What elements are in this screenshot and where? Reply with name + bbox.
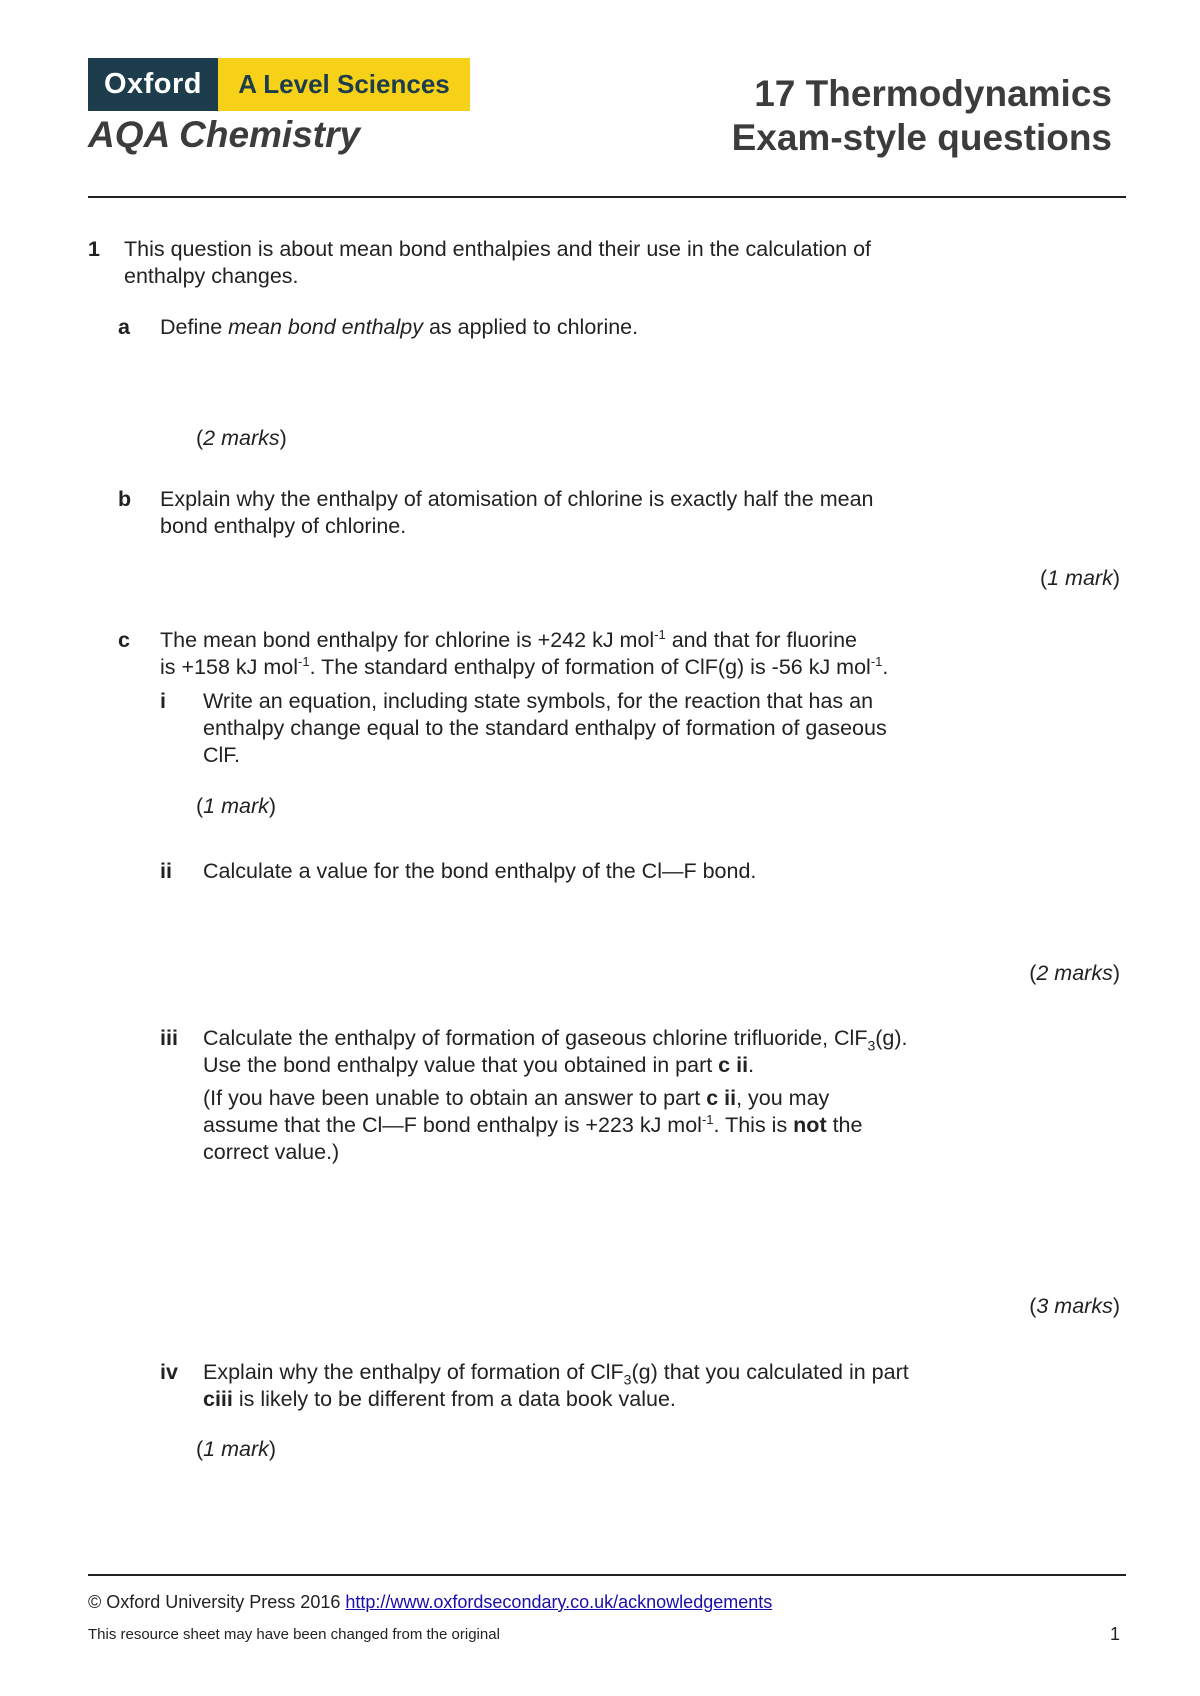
part-c-text-segment: is +158 kJ mol: [160, 655, 299, 679]
part-reference: ciii: [203, 1387, 233, 1411]
superscript: -1: [654, 626, 666, 642]
part-c-iv-marks: (1 mark): [196, 1437, 277, 1461]
part-c-ii-marks-value: 2 marks: [1036, 961, 1113, 985]
part-c-iii-text-line: [203, 1085, 908, 1112]
part-c-iii-text: [203, 1025, 908, 1166]
part-c-i-marks: (1 mark): [196, 794, 277, 818]
part-c-iii-text-line: [203, 1052, 908, 1079]
part-c-iii-text-segment: . This is: [713, 1113, 794, 1137]
question-stem-line: enthalpy changes.: [124, 264, 299, 288]
part-c-label: c: [118, 628, 130, 652]
header-divider: [88, 196, 1126, 198]
part-c-i-label: i: [160, 689, 166, 713]
part-a-text: [160, 314, 638, 341]
part-c-ii-label: ii: [160, 859, 172, 883]
question-stem: [124, 236, 871, 290]
part-c-iii-text-segment: Use the bond enthalpy value that you obtained in part: [203, 1053, 719, 1077]
part-c-iii-text-line: [203, 1112, 908, 1139]
part-b-text-line: bond enthalpy of chlorine.: [160, 514, 407, 538]
subject-title: AQA Chemistry: [88, 114, 361, 155]
part-c-iii-text-line: [203, 1025, 908, 1052]
part-c-iii-text-segment: .: [748, 1053, 755, 1077]
part-c-ii-marks: (2 marks): [1029, 961, 1120, 985]
part-c-iii-text-line: correct value.): [203, 1140, 340, 1164]
footer-divider: [88, 1574, 1126, 1576]
part-c-iii-text-segment: Calculate the enthalpy of formation of gaseous chlorine trifluoride, ClF: [203, 1026, 868, 1050]
question-stem-line: This question is about mean bond enthalpies and their use in the calculation of: [124, 237, 872, 261]
part-c-i-text-line: enthalpy change equal to the standard enthalpy of formation of gaseous: [203, 716, 887, 740]
part-c-iii-label: iii: [160, 1026, 178, 1050]
part-c-iii-text-segment: (g).: [875, 1026, 908, 1050]
part-a-marks: (2 marks): [196, 426, 287, 450]
part-c-iv-text-line: [203, 1359, 909, 1386]
part-b-label: b: [118, 487, 132, 511]
part-c-iii-text-segment: assume that the Cl—F bond enthalpy is +223 kJ mol: [203, 1113, 702, 1137]
part-reference: c ii: [706, 1086, 737, 1110]
superscript: -1: [298, 653, 310, 669]
subscript: 3: [867, 1037, 876, 1054]
part-c-i-text-line: ClF.: [203, 743, 241, 767]
part-c-text-segment: .: [882, 655, 889, 679]
part-c-iii-marks: (3 marks): [1029, 1294, 1120, 1318]
page-number: 1: [1109, 1624, 1120, 1644]
part-a-marks-value: 2 marks: [203, 426, 280, 450]
part-c-text: [160, 627, 888, 681]
question-number: 1: [88, 237, 100, 261]
part-c-text-segment: and that for fluorine: [665, 628, 857, 652]
chapter-subtitle: Exam-style questions: [731, 117, 1112, 158]
part-c-text-line: [160, 654, 888, 681]
brand-a-level-sciences-logo: A Level Sciences: [218, 58, 470, 111]
part-c-i-marks-value: 1 mark: [203, 794, 269, 818]
brand-oxford-logo: Oxford: [88, 58, 218, 111]
part-b-text-line: Explain why the enthalpy of atomisation of chlorine is exactly half the mean: [160, 487, 874, 511]
footer-copyright: [88, 1592, 772, 1613]
part-c-i-text-line: Write an equation, including state symbols, for the reaction that has an: [203, 689, 874, 713]
part-c-iv-text-segment: (g) that you calculated in part: [631, 1360, 909, 1384]
part-reference: c ii: [718, 1053, 749, 1077]
part-c-iv-label: iv: [160, 1360, 178, 1384]
part-c-iv-text: [203, 1359, 909, 1413]
part-a-label: a: [118, 315, 130, 339]
acknowledgements-link[interactable]: http://www.oxfordsecondary.co.uk/acknowledgements: [345, 1592, 773, 1612]
part-b-text: [160, 486, 873, 540]
part-b-marks-value: 1 mark: [1047, 566, 1113, 590]
part-b-marks: (1 mark): [1039, 566, 1120, 590]
part-c-iv-text-segment: Explain why the enthalpy of formation of ClF: [203, 1360, 624, 1384]
part-a-text-emphasis: mean bond enthalpy: [228, 315, 423, 339]
part-c-iii-marks-value: 3 marks: [1036, 1294, 1113, 1318]
copyright-text: © Oxford University Press 2016: [88, 1592, 346, 1612]
part-c-text-segment: . The standard enthalpy of formation of ClF(g) is -56 kJ mol: [309, 655, 871, 679]
part-c-iii-text-segment: , you may: [736, 1086, 830, 1110]
emphasis-not: not: [793, 1113, 827, 1137]
footer-note: This resource sheet may have been changed from the original: [88, 1626, 500, 1643]
part-c-iii-text-segment: (If you have been unable to obtain an answer to part: [203, 1086, 707, 1110]
superscript: -1: [870, 653, 883, 669]
part-c-iv-text-line: [203, 1386, 909, 1413]
part-c-text-segment: The mean bond enthalpy for chlorine is +242 kJ mol: [160, 628, 655, 652]
chapter-title: 17 Thermodynamics: [754, 73, 1112, 114]
subscript: 3: [623, 1371, 632, 1388]
part-a-text-pre: Define: [160, 315, 229, 339]
part-c-iv-text-segment: is likely to be different from a data book value.: [232, 1387, 676, 1411]
part-c-iv-marks-value: 1 mark: [203, 1437, 269, 1461]
part-c-iii-text-segment: the: [826, 1113, 863, 1137]
superscript: -1: [701, 1111, 714, 1127]
part-c-ii-text: Calculate a value for the bond enthalpy of the Cl—F bond.: [203, 859, 757, 883]
part-a-text-post: as applied to chlorine.: [422, 315, 639, 339]
part-c-i-text: [203, 688, 887, 769]
part-c-text-line: [160, 627, 888, 654]
chapter-heading: [732, 72, 1112, 160]
